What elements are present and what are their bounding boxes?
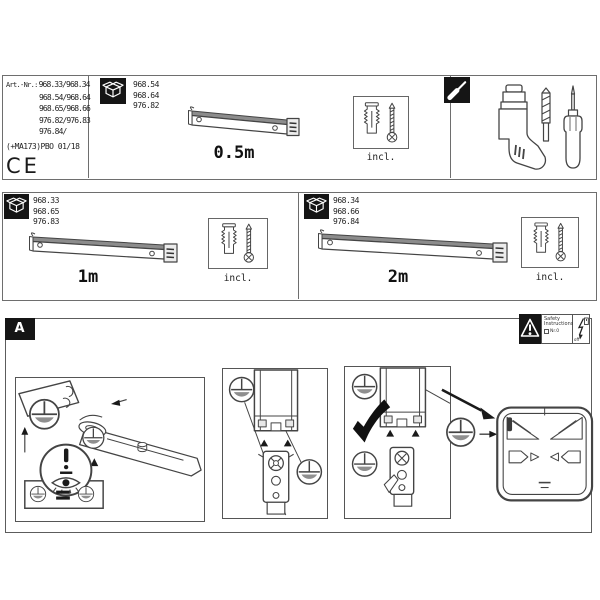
artnr-line: 976.84/ [39,127,67,136]
fixing-material-box [353,96,409,149]
safety-text: Safety Instructions Nr.0 [541,314,573,344]
variant-articles: 968.54 968.64 976.82 [133,80,159,110]
package-box-icon [4,194,29,219]
plug-and-screw-icon [356,100,406,146]
artnr-line: 968.54/968.64 [39,92,90,102]
panel-connector-detail [15,377,205,522]
equals-icon [56,491,70,494]
power-off-icon: off [573,314,590,344]
variant-articles: 968.34 968.66 976.84 [333,196,359,226]
artnr-line: 968.65/968.66 [39,104,90,113]
step-label: A [5,318,35,340]
panel-step-insert [222,368,328,519]
section-top [2,75,597,180]
included-label: incl. [366,152,396,163]
ce-mark: CE [6,154,40,178]
package-box-icon [304,194,329,219]
screwdriver-badge-icon [444,77,470,103]
panel-step-locked [344,366,451,519]
warning-triangle-icon [519,314,541,344]
article-info-block [3,76,89,178]
track-rail-2m [317,226,509,266]
fixing-material-box [208,218,268,269]
track-rail-1m [28,229,180,267]
included-label: incl. [223,273,253,284]
plug-and-screw-icon [526,220,574,265]
track-rail-0-5m [186,101,304,143]
artnr-line: 968.33/968.34 [38,80,90,89]
half-divider [298,193,299,299]
length-label: 2m [387,267,409,287]
section-assembly [5,315,592,533]
package-box-icon [100,78,126,104]
length-label: 1m [77,267,99,287]
artnr-line: 976.82/976.83 [39,115,90,125]
section-middle [2,192,597,301]
screwdriver-icon [559,84,587,170]
safety-instructions [519,314,590,344]
included-label: incl. [535,272,565,283]
figure-track-cross-section [438,385,596,515]
variant-articles: 968.33 968.65 976.83 [33,196,59,226]
plug-and-screw-icon [213,221,263,266]
revision-code: (+MA173)PBO 01/18 [6,142,80,151]
artnr-label: Art.-Nr.: [6,81,38,89]
checkbox-icon [544,329,549,334]
length-label: 0.5m [213,143,255,163]
drill-bit-icon [537,86,555,144]
fixing-material-box [521,217,579,268]
